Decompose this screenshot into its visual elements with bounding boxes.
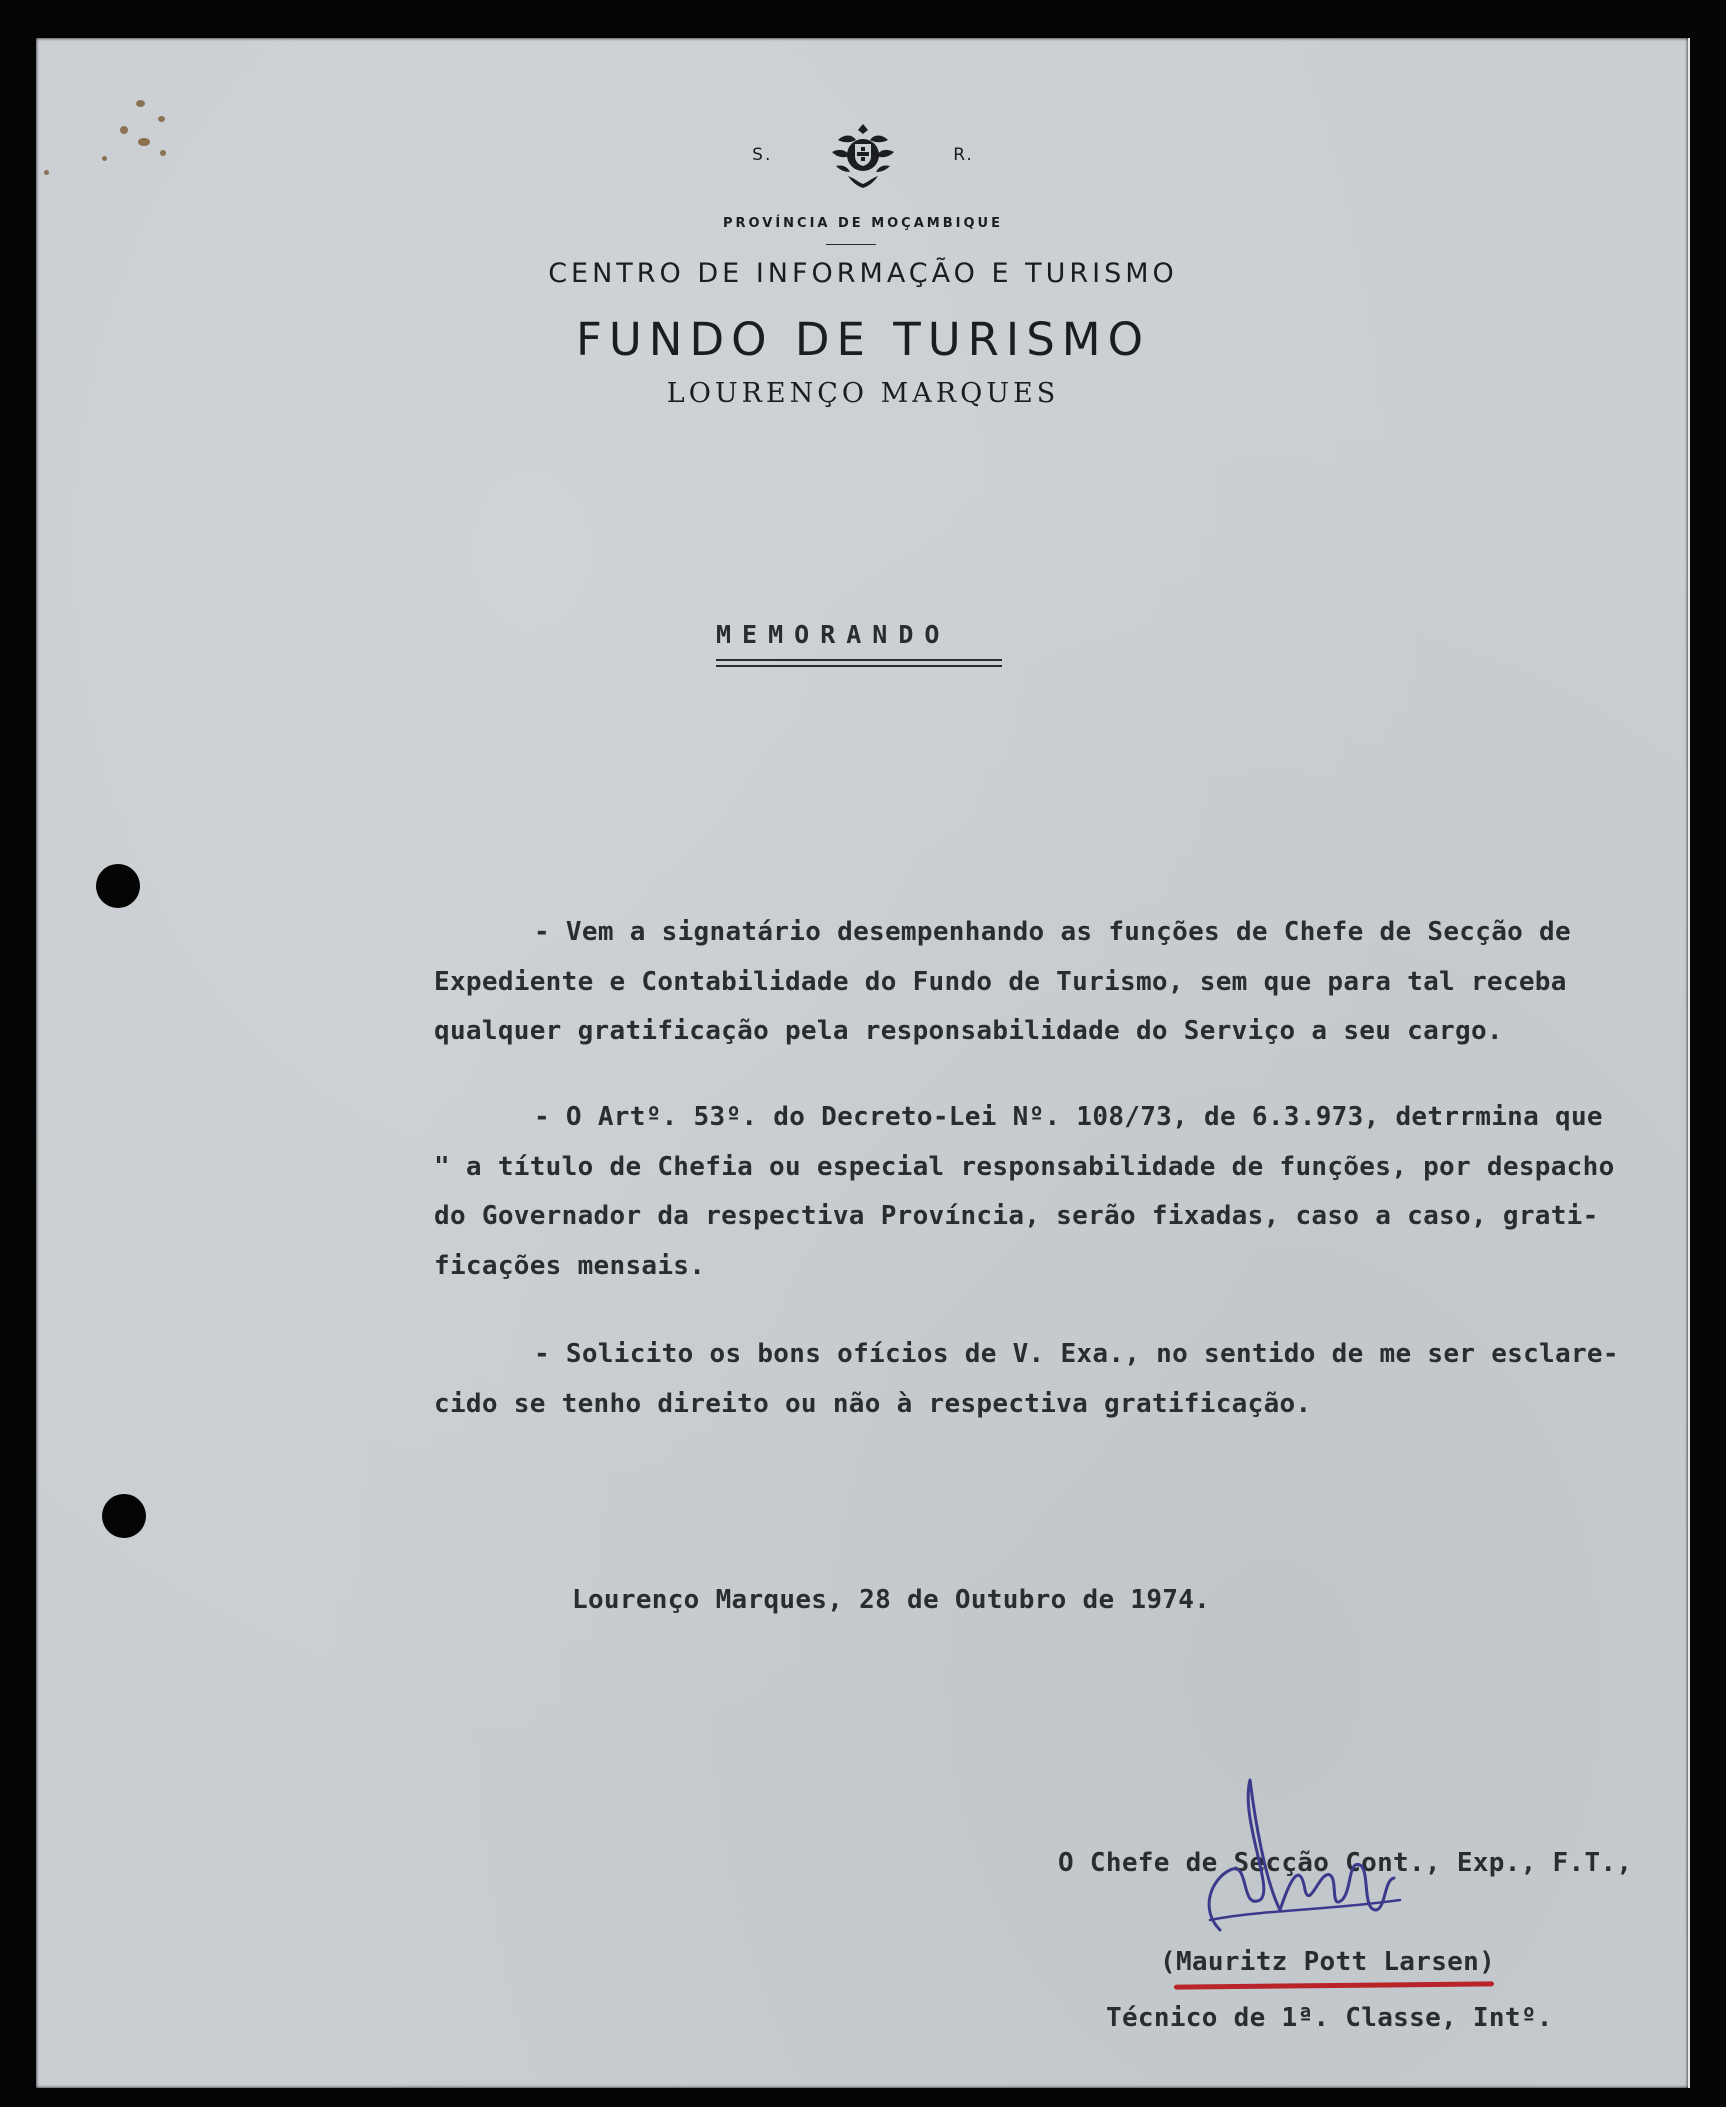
- rust-stain: [136, 100, 145, 107]
- letterhead-right-letter: R.: [953, 145, 974, 165]
- paragraph-decree-law: [434, 1093, 1615, 1291]
- handwritten-signature: [1180, 1760, 1410, 1970]
- paragraph-line: do Governador da respectiva Província, serão fixadas, caso a caso, grati-: [434, 1201, 1599, 1231]
- province-divider: [826, 244, 876, 245]
- city-name: LOURENÇO MARQUES: [666, 378, 1060, 409]
- department-name: FUNDO DE TURISMO: [575, 313, 1151, 366]
- signatory-name: (Mauritz Pott Larsen): [1160, 1947, 1496, 1977]
- punch-hole-bottom: [102, 1494, 146, 1538]
- memo-title-underline: [716, 659, 1002, 667]
- organization-name: CENTRO DE INFORMAÇÃO E TURISMO: [548, 258, 1178, 289]
- coat-of-arms-icon: [826, 118, 900, 192]
- paragraph-line: " a título de Chefia ou especial responsabilidade de funções, por despacho: [434, 1151, 1615, 1182]
- signatory-title: O Chefe de Secção Cont., Exp., F.T.,: [1058, 1848, 1633, 1878]
- letterhead-left-letter: S.: [752, 145, 773, 165]
- paragraph-line: - Vem a signatário desempenhando as funções de Chefe de Secção de: [534, 917, 1571, 947]
- letterhead-crest-row: [0, 118, 1726, 192]
- paragraph-line: qualquer gratificação pela responsabilidade do Serviço a seu cargo.: [434, 1016, 1503, 1046]
- paragraph-line: - Solicito os bons ofícios de V. Exa., no sentido de me ser esclare-: [534, 1339, 1619, 1369]
- paragraph-request: [434, 1330, 1619, 1429]
- memo-title: MEMORANDO: [716, 620, 951, 649]
- punch-hole-top: [96, 864, 140, 908]
- signatory-rank: Técnico de 1ª. Classe, Intº.: [1106, 2003, 1553, 2033]
- date-line: Lourenço Marques, 28 de Outubro de 1974.: [572, 1585, 1211, 1615]
- paragraph-line: cido se tenho direito ou não à respectiva gratificação.: [434, 1388, 1312, 1419]
- paragraph-salary-duties: [434, 908, 1571, 1057]
- paragraph-line: Expediente e Contabilidade do Fundo de Turismo, sem que para tal receba: [434, 966, 1567, 997]
- paragraph-line: - O Artº. 53º. do Decreto-Lei Nº. 108/73, de 6.3.973, detrrmina que: [534, 1102, 1603, 1132]
- province-label: PROVÍNCIA DE MOÇAMBIQUE: [723, 216, 1003, 231]
- paragraph-line: ficações mensais.: [434, 1250, 706, 1281]
